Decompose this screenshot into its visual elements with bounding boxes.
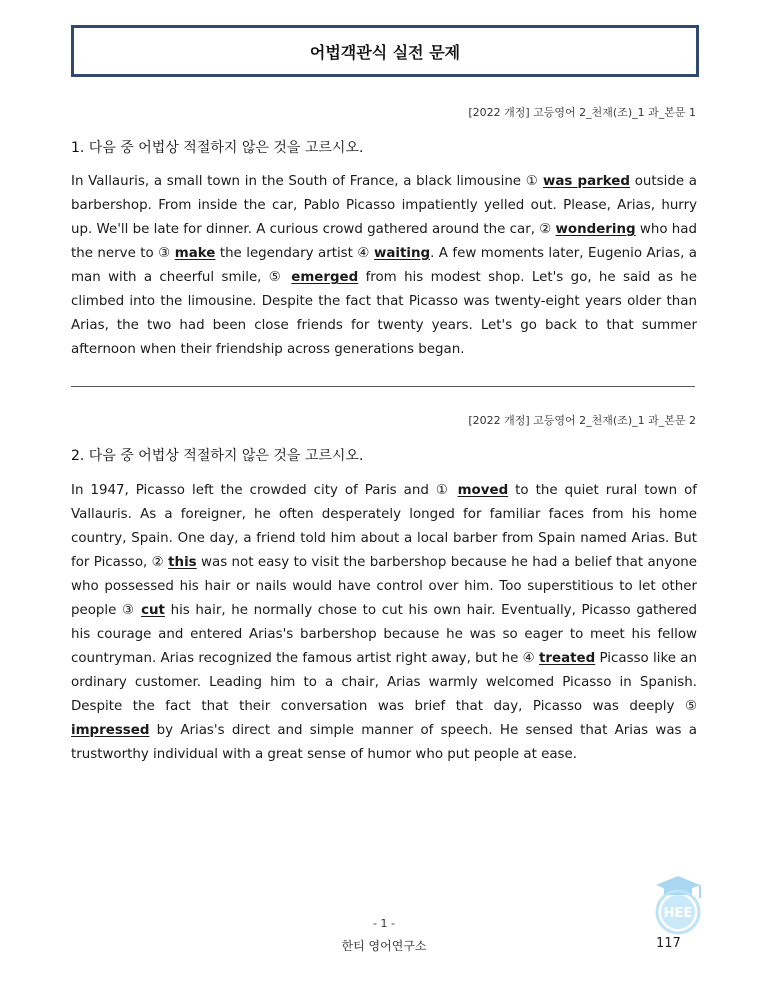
q2-question: 2. 다음 중 어법상 적절하지 않은 것을 고르시오. bbox=[71, 448, 364, 464]
q1-question: 1. 다음 중 어법상 적절하지 않은 것을 고르시오. bbox=[71, 140, 364, 156]
publisher-name: 한티 영어연구소 bbox=[341, 939, 427, 953]
q1-source: [2022 개정] 고등영어 2_천재(조)_1 과_본문 1 bbox=[468, 106, 696, 119]
q2-choice-1: moved bbox=[457, 483, 509, 498]
q2-choice-3: cut bbox=[141, 603, 165, 618]
q1-choice-3: make bbox=[174, 246, 216, 261]
page-number: - 1 - bbox=[373, 917, 395, 930]
logo-text: HEE bbox=[663, 906, 693, 921]
q1-choice-2: wondering bbox=[555, 222, 636, 237]
q1-passage: In Vallauris, a small town in the South of France, a black limousine ① was parked outside a barbershop. From inside the car, Pablo Picasso impatiently yelled out. Please, Arias, hurry up. We'll be late for dinner. A curious crowd gathered around the car, ② wondering who had the nerve to ③ make the legendary artist ④ waiting. A few moments later, Eugenio Arias, a man with a cheerful smile, ⑤ emerged from his modest shop. Let's go, he said as he climbed into the limousine. Despite the fact that Picasso was twenty-eight years older than Arias, the two had been close friends for twenty years. Let's go back to that summer afternoon when their friendship across generations began. bbox=[71, 174, 698, 357]
page-total: 117 bbox=[656, 936, 681, 951]
q1-choice-1: was parked bbox=[543, 174, 630, 189]
divider bbox=[71, 386, 695, 387]
q2-choice-5: impressed bbox=[71, 723, 150, 738]
q1-choice-4: waiting bbox=[373, 246, 431, 261]
q2-source: [2022 개정] 고등영어 2_천재(조)_1 과_본문 2 bbox=[468, 414, 696, 427]
q1-choice-5: emerged bbox=[291, 270, 359, 285]
q2-choice-2: this bbox=[168, 555, 197, 570]
q2-passage: In 1947, Picasso left the crowded city of Paris and ① moved to the quiet rural town of Vallauris. As a foreigner, he often desperately longed for familiar faces from his home country, Spain. One day, a friend told him about a local barber from Spain named Arias. But for Picasso, ② this was not easy to visit the barbershop because he had a belief that anyone who possessed his hair or nails would have control over him. Too superstitious to let other people ③ cut his hair, he normally chose to cut his own hair. Eventually, Picasso gathered his courage and entered Arias's barbershop because he was so eager to meet his fellow countryman. Arias recognized the famous artist right away, but he ④ treated Picasso like an ordinary customer. Leading him to a chair, Arias warmly welcomed Picasso in Spanish. Despite the fact that their conversation was brief that day, Picasso was deeply ⑤ impressed by Arias's direct and simple manner of speech. He sensed that Arias was a trustworthy individual with a great sense of humor who put people at ease. bbox=[71, 483, 698, 762]
page-title bbox=[71, 25, 699, 77]
page-title-text: 어법객관식 실전 문제 bbox=[309, 42, 461, 62]
q2-choice-4: treated bbox=[539, 651, 596, 666]
